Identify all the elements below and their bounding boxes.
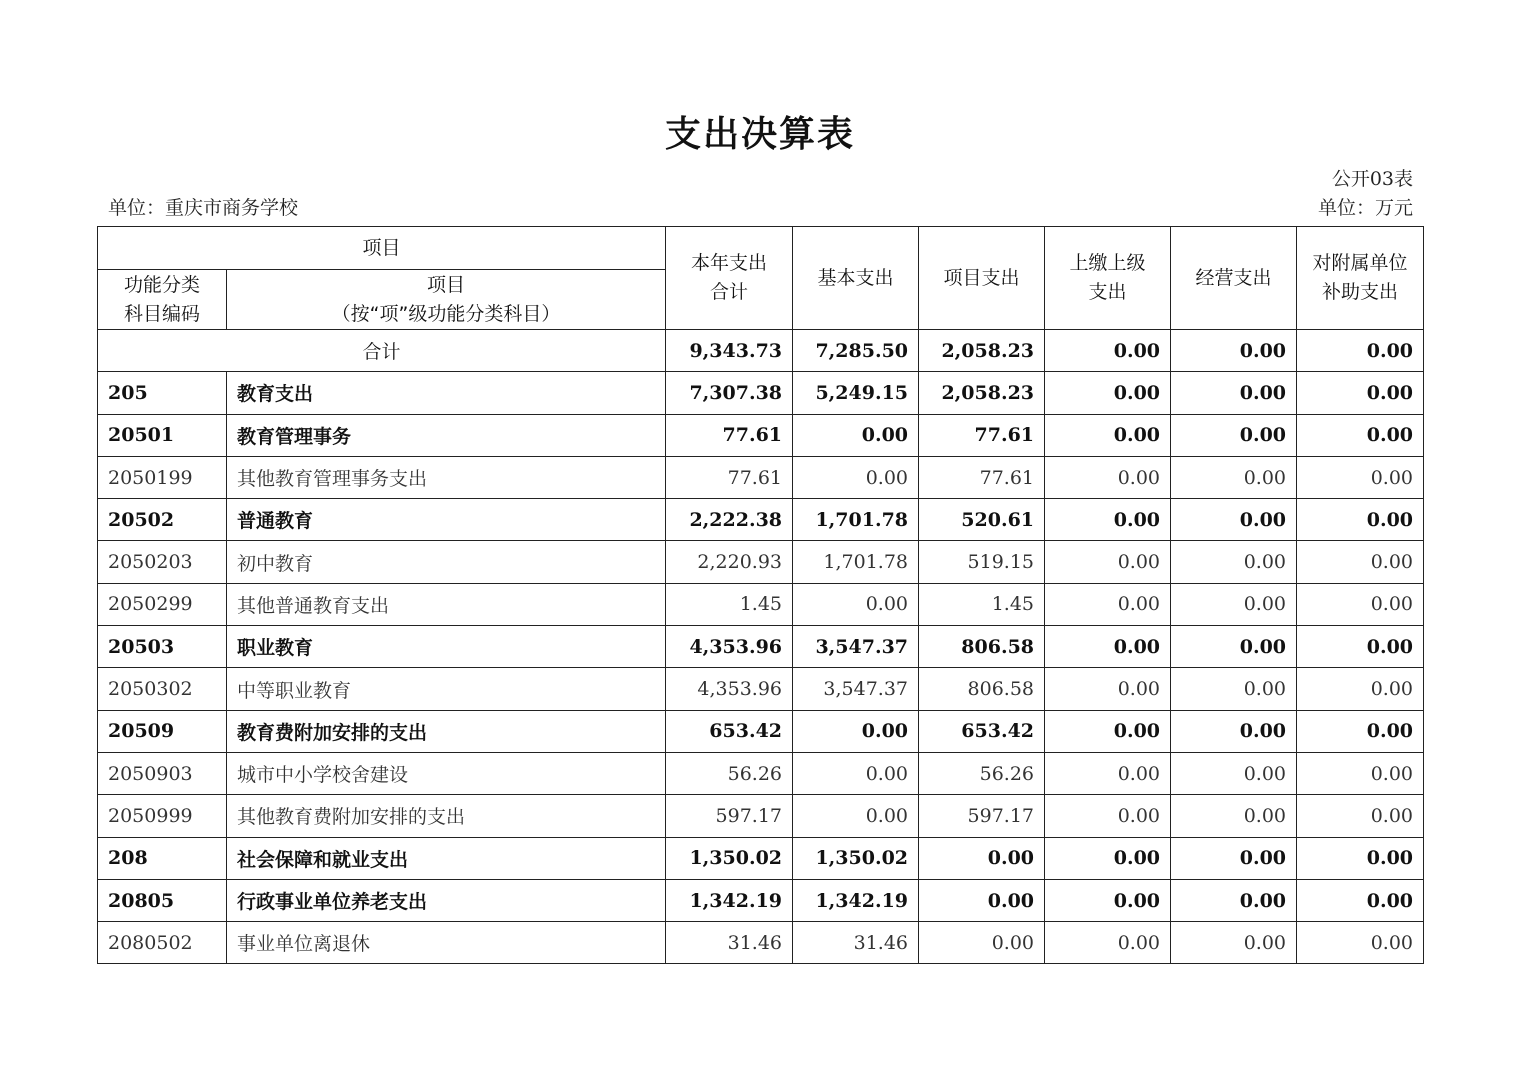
row-name: 城市中小学校舍建设 xyxy=(227,752,666,794)
form-number: 公开03表 xyxy=(1331,168,1413,190)
row-value: 0.00 xyxy=(1045,414,1171,456)
row-value: 0.00 xyxy=(1297,456,1424,498)
row-value: 0.00 xyxy=(1045,372,1171,414)
row-value: 0.00 xyxy=(793,795,919,837)
table-row xyxy=(98,837,1424,879)
table-row xyxy=(98,372,1424,414)
row-value: 0.00 xyxy=(793,752,919,794)
row-name: 中等职业教育 xyxy=(227,668,666,710)
row-value: 4,353.96 xyxy=(666,626,793,668)
row-value: 56.26 xyxy=(666,752,793,794)
row-value: 520.61 xyxy=(919,499,1045,541)
table-row xyxy=(98,541,1424,583)
row-value: 0.00 xyxy=(1171,795,1297,837)
row-value: 31.46 xyxy=(793,922,919,964)
row-value: 0.00 xyxy=(793,414,919,456)
row-value: 0.00 xyxy=(1171,499,1297,541)
row-value: 0.00 xyxy=(1297,372,1424,414)
row-name: 教育支出 xyxy=(227,372,666,414)
row-value: 0.00 xyxy=(1171,710,1297,752)
row-value: 519.15 xyxy=(919,541,1045,583)
row-value: 0.00 xyxy=(1045,583,1171,625)
row-value: 0.00 xyxy=(1171,752,1297,794)
reporting-unit: 单位：重庆市商务学校 xyxy=(108,197,299,219)
table-row xyxy=(98,795,1424,837)
row-name: 行政事业单位养老支出 xyxy=(227,879,666,921)
row-value: 0.00 xyxy=(1297,626,1424,668)
header-subsidy xyxy=(1297,227,1424,330)
row-code: 208 xyxy=(98,837,227,879)
table-row xyxy=(98,414,1424,456)
row-name: 其他教育管理事务支出 xyxy=(227,456,666,498)
row-value: 0.00 xyxy=(1297,752,1424,794)
total-value: 0.00 xyxy=(1045,330,1171,372)
currency-unit: 单位：万元 xyxy=(1317,197,1413,219)
row-code: 2050903 xyxy=(98,752,227,794)
table-row xyxy=(98,499,1424,541)
row-value: 0.00 xyxy=(1171,414,1297,456)
table-row xyxy=(98,922,1424,964)
table-row xyxy=(98,583,1424,625)
row-value: 0.00 xyxy=(1171,879,1297,921)
row-code: 205 xyxy=(98,372,227,414)
row-value: 2,058.23 xyxy=(919,372,1045,414)
row-value: 4,353.96 xyxy=(666,668,793,710)
header-total-line2: 合计 xyxy=(710,281,749,303)
row-value: 77.61 xyxy=(666,456,793,498)
row-value: 0.00 xyxy=(1297,837,1424,879)
row-value: 0.00 xyxy=(793,456,919,498)
row-name: 普通教育 xyxy=(227,499,666,541)
table-body xyxy=(98,330,1424,964)
header-name xyxy=(227,270,666,330)
row-value: 1,342.19 xyxy=(793,879,919,921)
row-value: 0.00 xyxy=(1297,541,1424,583)
table-row xyxy=(98,752,1424,794)
total-value: 0.00 xyxy=(1297,330,1424,372)
row-name: 职业教育 xyxy=(227,626,666,668)
row-value: 0.00 xyxy=(1045,795,1171,837)
row-code: 20805 xyxy=(98,879,227,921)
row-value: 0.00 xyxy=(1297,879,1424,921)
row-value: 3,547.37 xyxy=(793,668,919,710)
row-value: 0.00 xyxy=(919,922,1045,964)
row-value: 0.00 xyxy=(1171,668,1297,710)
header-project: 项目支出 xyxy=(919,227,1045,330)
row-value: 0.00 xyxy=(1297,710,1424,752)
row-value: 653.42 xyxy=(666,710,793,752)
total-value: 2,058.23 xyxy=(919,330,1045,372)
row-code: 2050302 xyxy=(98,668,227,710)
header-item-group: 项目 xyxy=(98,227,666,270)
table-row xyxy=(98,668,1424,710)
row-code: 2050203 xyxy=(98,541,227,583)
total-value: 0.00 xyxy=(1171,330,1297,372)
row-value: 31.46 xyxy=(666,922,793,964)
row-name: 初中教育 xyxy=(227,541,666,583)
row-value: 1.45 xyxy=(919,583,1045,625)
row-name: 社会保障和就业支出 xyxy=(227,837,666,879)
header-remit-line2: 支出 xyxy=(1088,281,1127,303)
total-row xyxy=(98,330,1424,372)
row-code: 2080502 xyxy=(98,922,227,964)
row-value: 77.61 xyxy=(919,456,1045,498)
row-code: 2050299 xyxy=(98,583,227,625)
row-value: 0.00 xyxy=(1297,795,1424,837)
row-value: 77.61 xyxy=(666,414,793,456)
row-value: 0.00 xyxy=(1297,583,1424,625)
row-code: 2050199 xyxy=(98,456,227,498)
header-code-line2: 科目编码 xyxy=(123,302,200,325)
header-business: 经营支出 xyxy=(1171,227,1297,330)
row-value: 1.45 xyxy=(666,583,793,625)
table-row xyxy=(98,626,1424,668)
row-value: 1,350.02 xyxy=(793,837,919,879)
header-subsidy-line1: 对附属单位 xyxy=(1312,252,1408,274)
row-name: 其他普通教育支出 xyxy=(227,583,666,625)
row-name: 教育管理事务 xyxy=(227,414,666,456)
row-value: 77.61 xyxy=(919,414,1045,456)
header-basic: 基本支出 xyxy=(793,227,919,330)
row-value: 0.00 xyxy=(1045,626,1171,668)
row-value: 1,342.19 xyxy=(666,879,793,921)
row-value: 806.58 xyxy=(919,626,1045,668)
row-value: 0.00 xyxy=(793,583,919,625)
row-value: 0.00 xyxy=(1045,752,1171,794)
row-name: 教育费附加安排的支出 xyxy=(227,710,666,752)
row-value: 0.00 xyxy=(1045,837,1171,879)
row-value: 56.26 xyxy=(919,752,1045,794)
table-row xyxy=(98,710,1424,752)
header-total-line1: 本年支出 xyxy=(691,252,768,274)
row-value: 0.00 xyxy=(1171,837,1297,879)
row-value: 0.00 xyxy=(1045,499,1171,541)
row-value: 3,547.37 xyxy=(793,626,919,668)
expenditure-table xyxy=(97,226,1424,964)
row-value: 1,350.02 xyxy=(666,837,793,879)
row-code: 2050999 xyxy=(98,795,227,837)
row-value: 0.00 xyxy=(1171,541,1297,583)
header-code-line1: 功能分类 xyxy=(123,273,200,296)
header-remit-line1: 上缴上级 xyxy=(1069,252,1146,274)
row-value: 0.00 xyxy=(1045,668,1171,710)
row-value: 0.00 xyxy=(1171,456,1297,498)
header-name-line2: （按“项”级功能分类科目） xyxy=(331,302,561,325)
row-value: 0.00 xyxy=(1045,879,1171,921)
row-value: 0.00 xyxy=(1297,499,1424,541)
header-subsidy-line2: 补助支出 xyxy=(1322,281,1399,303)
row-value: 1,701.78 xyxy=(793,499,919,541)
row-value: 0.00 xyxy=(1045,710,1171,752)
header-name-line1: 项目 xyxy=(427,273,466,296)
row-name: 事业单位离退休 xyxy=(227,922,666,964)
table-row xyxy=(98,456,1424,498)
row-name: 其他教育费附加安排的支出 xyxy=(227,795,666,837)
total-label: 合计 xyxy=(98,330,666,372)
row-code: 20502 xyxy=(98,499,227,541)
table-row xyxy=(98,879,1424,921)
row-value: 0.00 xyxy=(1171,583,1297,625)
row-value: 0.00 xyxy=(919,879,1045,921)
row-value: 0.00 xyxy=(1297,668,1424,710)
row-value: 5,249.15 xyxy=(793,372,919,414)
row-value: 0.00 xyxy=(1297,414,1424,456)
page-title: 支出决算表 xyxy=(664,114,855,155)
header-total xyxy=(666,227,793,330)
table-header xyxy=(98,227,1424,330)
row-code: 20501 xyxy=(98,414,227,456)
header-code xyxy=(98,270,227,330)
row-value: 2,222.38 xyxy=(666,499,793,541)
row-value: 597.17 xyxy=(666,795,793,837)
row-value: 0.00 xyxy=(1045,922,1171,964)
row-value: 0.00 xyxy=(793,710,919,752)
total-value: 9,343.73 xyxy=(666,330,793,372)
row-value: 2,220.93 xyxy=(666,541,793,583)
row-value: 653.42 xyxy=(919,710,1045,752)
row-value: 0.00 xyxy=(1171,372,1297,414)
row-value: 0.00 xyxy=(1045,541,1171,583)
row-code: 20503 xyxy=(98,626,227,668)
row-value: 0.00 xyxy=(1171,626,1297,668)
row-value: 0.00 xyxy=(1171,922,1297,964)
row-value: 0.00 xyxy=(1045,456,1171,498)
row-value: 0.00 xyxy=(1297,922,1424,964)
row-code: 20509 xyxy=(98,710,227,752)
row-value: 7,307.38 xyxy=(666,372,793,414)
header-remit xyxy=(1045,227,1171,330)
row-value: 1,701.78 xyxy=(793,541,919,583)
row-value: 806.58 xyxy=(919,668,1045,710)
row-value: 0.00 xyxy=(919,837,1045,879)
row-value: 597.17 xyxy=(919,795,1045,837)
total-value: 7,285.50 xyxy=(793,330,919,372)
